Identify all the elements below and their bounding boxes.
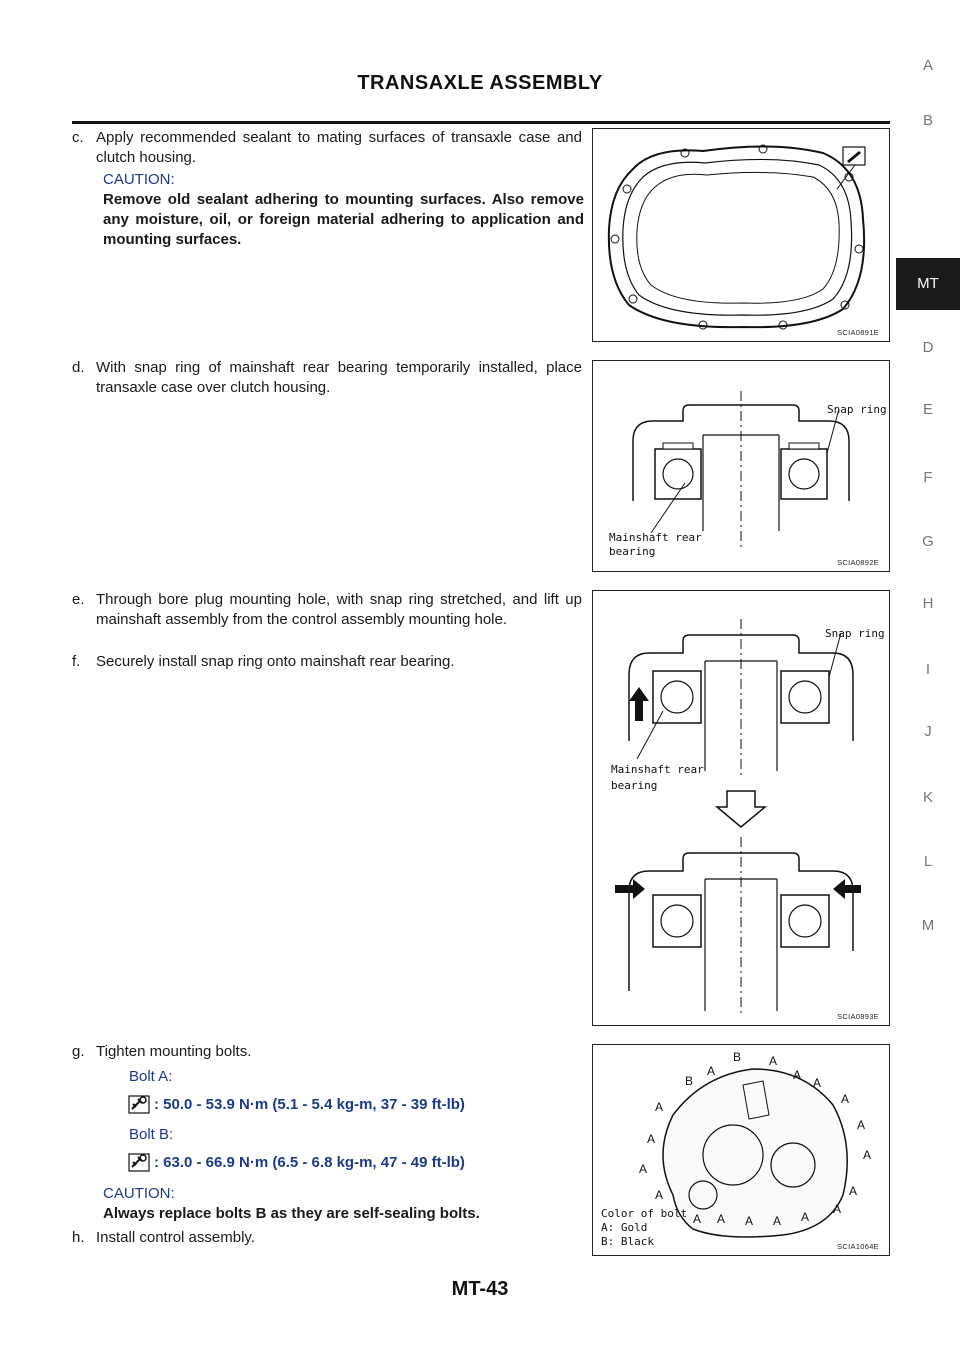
- tab-l[interactable]: L: [923, 853, 933, 870]
- bolt-label-a: A: [793, 1068, 802, 1082]
- bolt-a-value: : 50.0 - 53.9 N·m (5.1 - 5.4 kg-m, 37 - 39 ft-lb): [154, 1095, 465, 1113]
- step-d: [72, 358, 584, 398]
- step-text: With snap ring of mainshaft rear bearing temporarily installed, place transaxle case over clutch housing.: [96, 359, 582, 396]
- bolt-label-a: A: [639, 1162, 648, 1176]
- label-mainshaft-bearing-1: Mainshaft rear: [609, 531, 702, 544]
- caution-heading: CAUTION:: [103, 171, 175, 188]
- tab-k[interactable]: K: [922, 789, 933, 806]
- page-number: MT-43: [451, 1278, 509, 1300]
- bolt-label-b: B: [685, 1074, 694, 1088]
- caution-text: Remove old sealant adhering to mounting surfaces. Also remove any moisture, oil, or foreign material adhering to application and mounting surfaces.: [103, 191, 584, 248]
- step-label: g.: [72, 1043, 85, 1060]
- tab-i[interactable]: I: [925, 661, 931, 678]
- bolt-label-a: A: [773, 1214, 782, 1228]
- bolt-label-a: A: [863, 1148, 872, 1162]
- tab-h[interactable]: H: [922, 595, 934, 612]
- bolt-label-a: A: [655, 1100, 664, 1114]
- bolt-label-a: A: [801, 1210, 810, 1224]
- legend-title: Color of bolt: [601, 1207, 688, 1220]
- bolt-label-a: A: [745, 1214, 754, 1228]
- tab-d[interactable]: D: [922, 339, 934, 356]
- step-text: Apply recommended sealant to mating surfaces of transaxle case and clutch housing.: [96, 129, 582, 166]
- step-e: [72, 590, 584, 630]
- step-text: Securely install snap ring onto mainshaft rear bearing.: [96, 653, 455, 670]
- step-f: [72, 652, 584, 672]
- label-mainshaft-bearing-1: Mainshaft rear: [611, 763, 704, 776]
- figure-snap-ring-install: [592, 590, 890, 1026]
- figure-snap-ring-temporary: [592, 360, 890, 572]
- tab-m[interactable]: M: [921, 917, 935, 934]
- figure-code: SCIA0892E: [837, 558, 879, 567]
- tab-g[interactable]: G: [922, 533, 934, 550]
- tab-j[interactable]: J: [924, 723, 932, 740]
- bearing-section-illustration: [593, 361, 889, 571]
- bolt-label-b: B: [733, 1050, 742, 1064]
- label-snap-ring: Snap ring: [827, 403, 887, 416]
- step-label: c.: [72, 129, 84, 146]
- bolt-label-a: A: [833, 1202, 842, 1216]
- bolt-label-a: A: [707, 1064, 716, 1078]
- step-label: d.: [72, 359, 85, 376]
- step-h: [72, 1228, 584, 1248]
- transaxle-case-illustration: [593, 1045, 889, 1255]
- figure-code: SCIA0891E: [837, 328, 879, 337]
- bolt-label-a: A: [717, 1212, 726, 1226]
- case-sealant-illustration: [593, 129, 889, 341]
- bolt-a-torque: [128, 1094, 465, 1116]
- lift-arrow-icon: [629, 687, 649, 721]
- header-rule: [72, 121, 890, 124]
- figure-code: SCIA1064E: [837, 1242, 879, 1251]
- bolt-label-a: A: [813, 1076, 822, 1090]
- bolt-b-value: : 63.0 - 66.9 N·m (6.5 - 6.8 kg-m, 47 - 49 ft-lb): [154, 1153, 465, 1171]
- bolt-label-a: A: [693, 1212, 702, 1226]
- step-g: [72, 1042, 584, 1062]
- caution-text: Always replace bolts B as they are self-sealing bolts.: [103, 1205, 480, 1222]
- label-mainshaft-bearing-2: bearing: [609, 545, 656, 558]
- legend-gold: A: Gold: [601, 1221, 648, 1234]
- step-text: Install control assembly.: [96, 1229, 255, 1246]
- tab-e[interactable]: E: [922, 401, 933, 418]
- bolt-a-label: Bolt A:: [129, 1068, 173, 1085]
- caution-heading: CAUTION:: [103, 1185, 175, 1202]
- page-title: TRANSAXLE ASSEMBLY: [357, 72, 603, 94]
- step-c: [72, 128, 584, 168]
- figure-sealant-application: [592, 128, 890, 342]
- label-mainshaft-bearing-2: bearing: [611, 779, 658, 792]
- bolt-label-a: A: [841, 1092, 850, 1106]
- torque-wrench-icon: [128, 1094, 154, 1116]
- push-arrow-icon: [833, 879, 861, 899]
- caution-block-1: [103, 170, 584, 250]
- step-text: Tighten mounting bolts.: [96, 1043, 252, 1060]
- step-label: f.: [72, 653, 81, 670]
- tab-f[interactable]: F: [923, 469, 933, 486]
- figure-bolt-locations: [592, 1044, 890, 1256]
- step-label: h.: [72, 1229, 85, 1246]
- bolt-label-a: A: [655, 1188, 664, 1202]
- tab-a[interactable]: A: [922, 57, 933, 74]
- label-snap-ring: Snap ring: [825, 627, 885, 640]
- bolt-label-a: A: [647, 1132, 656, 1146]
- torque-wrench-icon: [128, 1152, 154, 1174]
- legend-black: B: Black: [601, 1235, 654, 1248]
- tab-b[interactable]: B: [922, 112, 933, 129]
- bolt-b-torque: [128, 1152, 465, 1174]
- step-label: e.: [72, 591, 85, 608]
- caution-block-2: [103, 1184, 584, 1224]
- bearing-lift-illustration: [593, 591, 889, 1025]
- bolt-b-label: Bolt B:: [129, 1126, 174, 1143]
- figure-code: SCIA0893E: [837, 1012, 879, 1021]
- tab-mt[interactable]: MT: [896, 258, 960, 310]
- bolt-label-a: A: [857, 1118, 866, 1132]
- down-arrow-icon: [717, 791, 765, 827]
- step-text: Through bore plug mounting hole, with snap ring stretched, and lift up mainshaft assembly from the control assembly mounting hole.: [96, 591, 582, 628]
- bolt-label-a: A: [849, 1184, 858, 1198]
- bolt-label-a: A: [769, 1054, 778, 1068]
